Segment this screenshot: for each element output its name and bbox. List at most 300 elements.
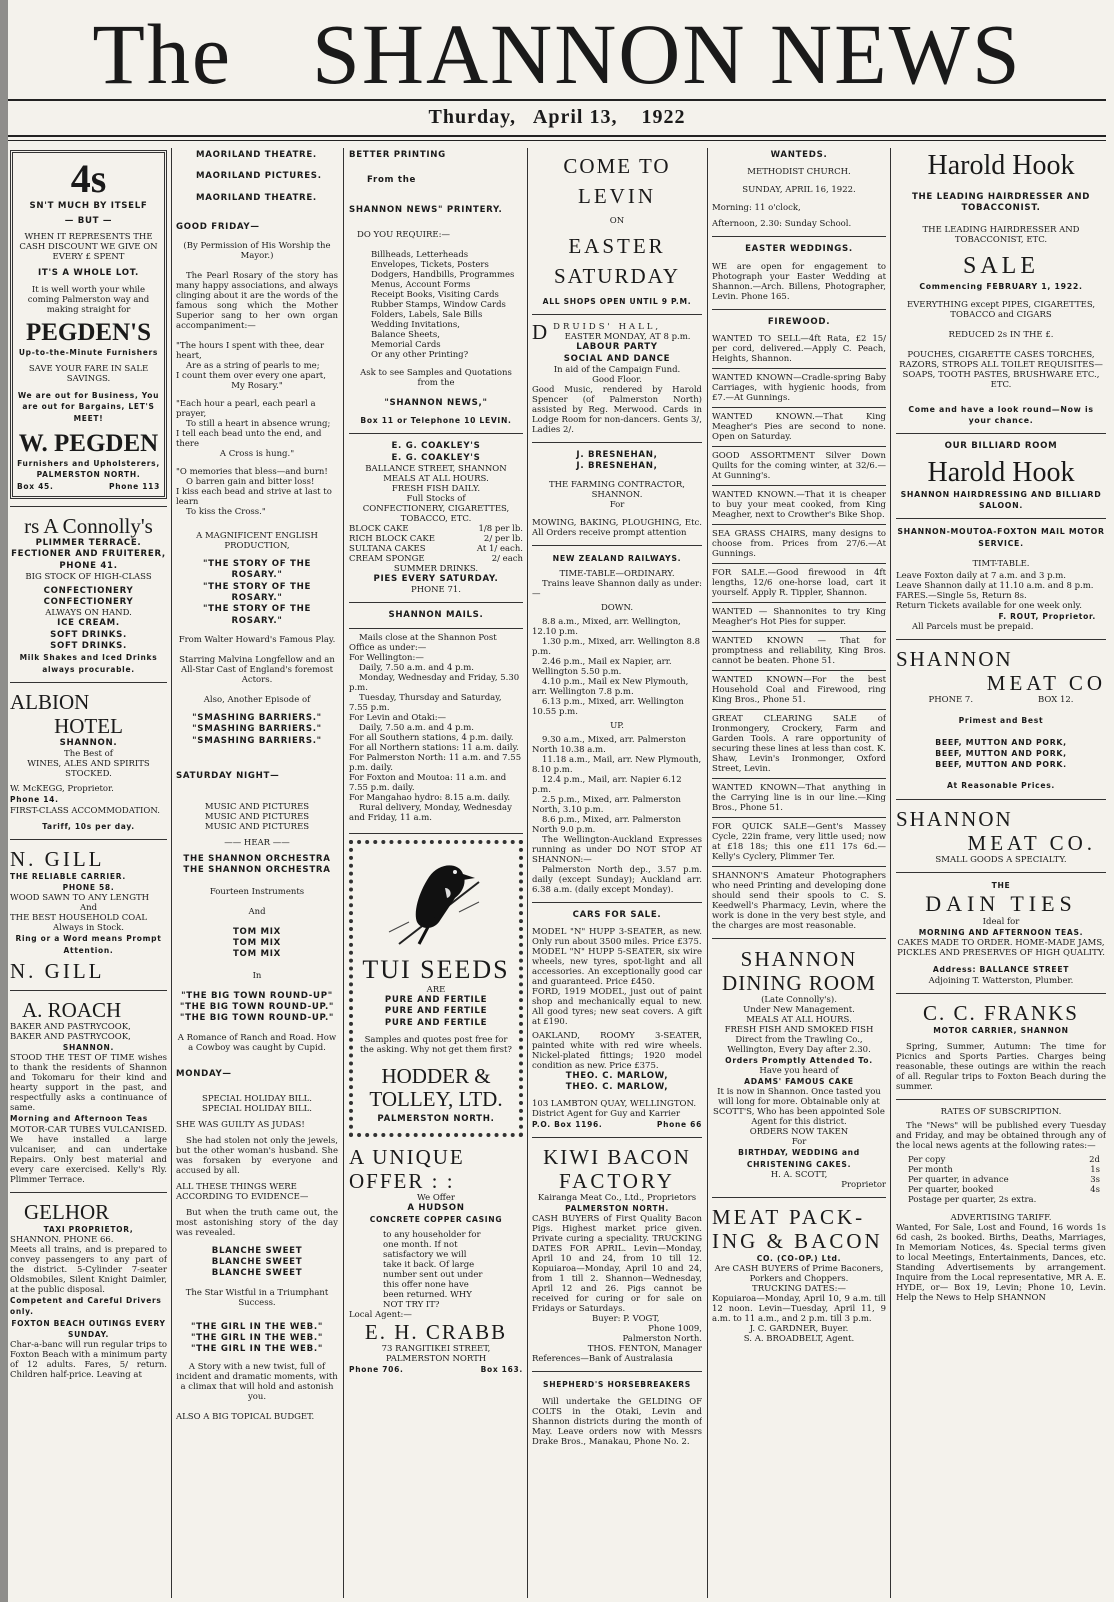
separator <box>712 817 886 818</box>
title-main: SHANNON NEWS <box>312 6 1022 102</box>
wanted-ad: WANTED — Shannonites to try King Meagher's Hot Pies for supper. <box>712 606 886 627</box>
albion-line: WINES, ALES AND SPIRITS STOCKED. <box>27 759 150 780</box>
orchestra: THE SHANNON ORCHESTRA <box>183 854 331 865</box>
hear: —— HEAR —— <box>224 838 290 849</box>
train-line: 2.5 p.m., Mixed, arr. Palmerston North, 3.10 p.m. <box>532 794 681 815</box>
dining-for: For <box>791 1137 807 1148</box>
pegden-box: Box 45. <box>17 481 54 491</box>
web: "THE GIRL IN THE WEB." <box>190 1333 324 1344</box>
marlow: THEO. C. MARLOW, <box>565 1071 669 1082</box>
billiard: OUR BILLIARD ROOM <box>944 441 1058 452</box>
poem <box>176 341 338 517</box>
wanted-ad: SEA GRASS CHAIRS, many designs to choose from. Prices from 27/6.—At Gunnings. <box>712 528 886 559</box>
adv-head: ADVERTISING TARIFF. <box>950 1212 1052 1223</box>
coakley-line: CONFECTIONERY, CIGARETTES, TOBACCO, ETC. <box>362 504 510 525</box>
pegden-price: 4s <box>70 156 107 201</box>
tom-mix: TOM MIX <box>233 926 281 937</box>
kiwi-buyer: Buyer: P. VOGT, <box>592 1314 660 1325</box>
sale-except: EVERYTHING except PIPES, CIGARETTES, TOBACCO and CIGARS <box>906 299 1096 320</box>
printing-head: BETTER PRINTING <box>349 150 446 160</box>
roach-text: STOOD THE TEST OF TIME wishes to thank the residents of Shannon and Tokomaru for their kind and hearty support in the past, and respectfully asks a continuance of same. <box>10 1053 167 1114</box>
masthead-rule-thin <box>8 140 1106 141</box>
offer-text: to any householder for one month. If not satisfactory we will take it back. Of large number sent out under this offer none have been returned. WHY NOT TRY IT? <box>383 1229 483 1310</box>
rates-head: RATES OF SUBSCRIPTION. <box>940 1106 1062 1117</box>
blanche: BLANCHE SWEET <box>211 1257 303 1268</box>
gill-line: Ring or a Word means Prompt Attention. <box>15 934 162 955</box>
mail-line: FARES.—Single 5s, Return 8s. <box>896 590 1027 601</box>
albion-line: Tariff, 10s per day. <box>42 821 135 831</box>
require-item: Envelopes, Tickets, Posters <box>371 259 489 270</box>
separator <box>896 518 1106 519</box>
rate-row <box>908 1185 1100 1195</box>
mail-line: Daily, 7.50 a.m. and 4 p.m. <box>359 662 474 673</box>
barriers: "SMASHING BARRIERS." <box>192 735 322 746</box>
smc-meat: BEEF, MUTTON AND PORK, <box>935 737 1067 747</box>
coakley-line: Full Stocks of <box>406 494 466 505</box>
separator <box>896 639 1106 640</box>
require-item: Menus, Account Forms <box>371 279 471 290</box>
wanted-head: WANTEDS. <box>770 150 828 160</box>
fourteen: Fourteen Instruments <box>209 886 305 897</box>
wanted-ad: FOR QUICK SALE—Gent's Massey Cycle, 22in frame, very little used; now at £18 18s; this one £11 17s 6d.—Kelly's Cyclery, Plimmer Ter. <box>712 821 886 862</box>
connolly-ad <box>10 514 167 675</box>
theatre-line: MAORILAND THEATRE. <box>196 192 317 203</box>
smc2-name: SHANNON <box>896 806 1013 831</box>
wanted-ad: WANTED KNOWN.—That King Meagher's Pies are second to none. Open on Saturday. <box>712 411 886 442</box>
druids-line: In aid of the Campaign Fund. <box>553 364 681 375</box>
separator <box>896 1099 1106 1100</box>
rate-price: 3s <box>1090 1174 1100 1185</box>
separator <box>349 833 523 834</box>
farming: THE FARMING CONTRACTOR, SHANNON. <box>548 480 686 501</box>
separator <box>532 545 702 546</box>
mail-line: Tuesday, Thursday and Saturday, 7.55 p.m. <box>349 692 502 713</box>
pegden-name: PEGDEN'S <box>25 318 152 346</box>
column-divider <box>171 148 172 1598</box>
date-year: 1922 <box>641 106 686 128</box>
require: DO YOU REQUIRE:— <box>357 229 450 240</box>
tui-samples: Samples and quotes post free for the asking. Why not get them first? <box>359 1034 512 1055</box>
gill-line: THE RELIABLE CARRIER. <box>10 871 126 881</box>
mail-line: Rural delivery, Monday, Wednesday and Friday, 11 a.m. <box>349 802 512 823</box>
dining-line: MEALS AT ALL HOURS. <box>746 1014 852 1025</box>
bresnehan: J. BRESNEHAN, <box>576 449 658 460</box>
easter: EASTER <box>568 234 666 258</box>
druids-ad <box>532 322 702 435</box>
connolly-item: CONFECTIONERY <box>43 585 134 596</box>
hook-line: THE LEADING HAIRDRESSER AND TOBACCONIST, ETC. <box>922 224 1080 245</box>
rosary-text: The Pearl Rosary of the story has many happy associations, and always clinging about it are the words of the famous song which the Mother Superior sang to her own organ accompaniment:— <box>176 271 338 332</box>
kiwi-buyer-phone: Phone 1009, <box>648 1324 702 1335</box>
smc-name: SHANNON <box>896 647 1013 672</box>
rate-row <box>908 1165 1100 1175</box>
smc-primest: Primest and Best <box>958 716 1044 726</box>
separator <box>10 506 167 507</box>
car-item: OAKLAND, ROOMY 3-SEATER, painted white with red wire wheels. Nickel-plated fittings; 1920 model condition as new. Price £375. <box>532 1031 702 1072</box>
hodder-place: PALMERSTON NORTH. <box>377 1113 495 1124</box>
smc-meat: BEEF, MUTTON AND PORK, <box>935 748 1067 758</box>
printing-from: From the <box>367 175 417 186</box>
separator <box>896 799 1106 800</box>
mail-rout: F. ROUT, Proprietor. <box>998 611 1096 621</box>
pegden-line: It is well worth your while coming Palmerston way and making straight for <box>27 284 150 315</box>
separator <box>712 938 886 939</box>
music-line: MUSIC AND PICTURES <box>204 802 310 813</box>
separator <box>10 839 167 840</box>
wanted-ad: GREAT CLEARING SALE of Ironmongery, Crockery, Farm and Garden Tools. A rare opportunity of securing these lines at less than cost. K. Shaw, Levin's Ironmonger, Oxford Street, Levin. <box>712 713 886 774</box>
mail-line: For Palmerston North: 11 a.m. and 7.55 p.m. daily. <box>349 752 522 773</box>
poem-line: "Each hour a pearl, each pearl a prayer, <box>176 399 316 420</box>
tom-mix: TOM MIX <box>233 949 281 960</box>
masthead-rule-top <box>8 99 1106 101</box>
masthead-rule-bottom <box>8 135 1106 137</box>
unique-offer: A UNIQUE OFFER : : <box>349 1145 465 1194</box>
separator <box>532 1137 702 1138</box>
gill-line: Always in Stock. <box>53 923 124 934</box>
cake-price: 2/ each <box>491 554 523 565</box>
separator <box>896 993 1106 994</box>
separator <box>712 309 886 310</box>
newspaper-title <box>0 6 1114 102</box>
roach-ad <box>10 998 167 1185</box>
mail-line: For Levin and Otaki:— <box>349 712 447 723</box>
wanted-ad: WANTED KNOWN — That for promptness and reliability, King Bros. cannot be beaten. Phone 51. <box>712 635 886 666</box>
tui-seeds-ad <box>349 840 523 1137</box>
sale-items: POUCHES, CIGARETTE CASES TORCHES, RAZORS, STROPS ALL TOILET REQUISITES— SOAPS, TOOTH PASTES, BRUSHWARE ETC., ETC. <box>899 349 1103 390</box>
wanted-list <box>712 334 886 931</box>
marlow-box: P.O. Box 1196. <box>532 1119 603 1129</box>
connolly-item: CONFECTIONERY <box>43 597 134 608</box>
column-6 <box>896 150 1106 1595</box>
mail-line: Monday, Wednesday and Friday, 5.30 p.m. <box>349 672 520 693</box>
web: "THE GIRL IN THE WEB." <box>190 1321 324 1332</box>
column-4 <box>532 150 702 1595</box>
separator <box>896 872 1106 873</box>
special: SPECIAL HOLIDAY BILL. <box>202 1093 312 1104</box>
separator <box>712 866 886 867</box>
gill-ad <box>10 847 167 983</box>
rate-row <box>908 1195 1100 1205</box>
hodder-name: HODDER & TOLLEY, LTD. <box>369 1063 503 1111</box>
druids-line: Good Floor. <box>592 374 642 385</box>
poem-line: Are as a string of pearls to me; <box>186 361 320 372</box>
roundup: "THE BIG TOWN ROUND-UP." <box>179 1001 335 1012</box>
masthead <box>0 0 1114 128</box>
poem-line: A Cross is hung." <box>219 449 295 460</box>
bresnehan: J. BRESNEHAN, <box>576 461 658 472</box>
crabb-addr: 73 RANGITIKEI STREET, PALMERSTON NORTH <box>381 1343 491 1364</box>
albion-line: Phone 14. <box>10 795 59 805</box>
roach-line: SHANNON. <box>62 1043 115 1053</box>
cake-row <box>349 544 523 554</box>
require-item: Balance Sheets, <box>371 329 440 340</box>
also: Also, Another Episode of <box>203 694 311 705</box>
poem-line: O barren gain and bitter loss! <box>186 477 315 488</box>
roach-name: A. ROACH <box>22 998 122 1023</box>
rate-price: 2d <box>1089 1154 1100 1165</box>
adv-text: Wanted, For Sale, Lost and Found, 16 words 1s 6d cash, 2s booked. Births, Deaths, Marriages, In Memoriam Notices, 4s. Special terms given to local Meetings, Entertainments, Dances, etc. Standing Advertisements by arrangement. Inquire from the Local representative, MR A. E. HYDE, or— Box 19, Levin; Phone 10, Levin. Help the News to Help SHANNON <box>896 1222 1106 1303</box>
smc-phone: PHONE 7. <box>928 695 974 706</box>
poem-line: My Rosary." <box>231 381 283 392</box>
gill-line: And <box>79 903 98 914</box>
column-divider <box>343 148 344 1598</box>
shops-open: ALL SHOPS OPEN UNTIL 9 P.M. <box>542 297 692 306</box>
albion-name: HOTEL <box>54 713 123 738</box>
saturday: SATURDAY <box>553 264 681 288</box>
connolly-line: BIG STOCK OF HIGH-CLASS <box>25 571 152 582</box>
cake-price: 2/ per lb. <box>483 534 523 545</box>
coakley-phone: PHONE 71. <box>411 585 461 596</box>
mail-timetable: TIMT-TABLE. <box>972 558 1030 569</box>
druids-text: Good Music, rendered by Harold Spencer (of Palmerston North) assisted by Reg. Merwood. Cards in Lodge Room for non-dancers. Gents 3/, Ladies 2/. <box>532 384 702 435</box>
smc-prices: At Reasonable Prices. <box>946 781 1056 791</box>
column-1 <box>10 150 167 1595</box>
poem-line: I kiss each bead and strive at last to learn <box>176 487 332 508</box>
rate-label: Per quarter, in advance <box>908 1174 1009 1185</box>
column-divider <box>890 148 891 1598</box>
orchestra: THE SHANNON ORCHESTRA <box>183 865 331 876</box>
druids-head-text: DRUIDS' HALL, <box>553 322 662 333</box>
require-item: Dodgers, Handbills, Programmes <box>371 269 515 280</box>
separator <box>712 446 886 447</box>
rates-text: The "News" will be published every Tuesday and Friday, and may be obtained through any of the local news agents at the following rates:— <box>896 1120 1106 1151</box>
pegden-phone: Phone 113 <box>109 481 160 491</box>
meat-name: MEAT PACK- <box>712 1205 866 1230</box>
roach-line: BAKER AND PASTRYCOOK, <box>10 1022 131 1033</box>
local-agent: Local Agent:— <box>349 1309 412 1320</box>
train-line: 11.18 a.m., Mail, arr. New Plymouth, 8.10 p.m. <box>532 754 702 775</box>
gill-line: WOOD SAWN TO ANY LENGTH <box>10 893 150 904</box>
separator <box>712 407 886 408</box>
news-box: Box 11 or Telephone 10 LEVIN. <box>360 416 512 426</box>
poem-line: To kiss the Cross." <box>186 507 266 518</box>
meat-dates: Kopuiaroa—Monday, April 10, 9 a.m. till 12 noon. Levin—Tuesday, April 11, 9 a.m. to 11 a.m., and 2 p.m. till 3 p.m. <box>712 1294 886 1325</box>
crabb-ad <box>349 1145 523 1375</box>
dain-lines: CAKES MADE TO ORDER. HOME-MADE JAMS, PICKLES AND PRESERVES OF HIGH QUALITY. <box>897 938 1105 959</box>
connolly-line: FECTIONER AND FRUITERER, <box>11 549 166 560</box>
train-line: 12.4 p.m., Mail, arr. Napier 6.12 p.m. <box>532 774 682 795</box>
separator <box>10 990 167 991</box>
mail-line: For all Northern stations: 11 a.m. daily. <box>349 742 519 753</box>
crabb-phone: Phone 706. <box>349 1364 404 1374</box>
rate-label: Postage per quarter, 2s extra. <box>908 1194 1037 1205</box>
weddings: WE are open for engagement to Photograph your Easter Wedding at Shannon.—Arch. Billens, Photographer, Levin. Phone 165. <box>712 261 886 302</box>
come-to: COME TO <box>563 154 671 178</box>
column-2 <box>176 150 338 1595</box>
date-day: Thurday, <box>428 106 516 128</box>
down-list <box>532 617 702 717</box>
separator <box>349 628 523 629</box>
cake-price: At 1/ each. <box>476 544 523 555</box>
pegden-slogan: We are out for Business, You are out for Bargains, LET'S MEET! <box>17 391 160 423</box>
kiwi-buyer-place: Palmerston North. <box>622 1334 702 1345</box>
offer-line: We Offer <box>417 1193 455 1204</box>
gelhor-outings: FOXTON BEACH OUTINGS EVERY SUNDAY. <box>11 1318 166 1339</box>
dining-orders: Orders Promptly Attended To. <box>725 1055 873 1065</box>
train-line: 8.6 p.m., Mixed, arr. Palmerston North 9.0 p.m. <box>532 814 681 835</box>
separator <box>712 236 886 237</box>
levin: LEVIN <box>578 184 656 208</box>
require-item: Or any other Printing? <box>371 349 469 360</box>
in-text: In <box>252 970 262 981</box>
coakley: E. G. COAKLEY'S <box>391 452 481 463</box>
gelhor-charabanc: Char-a-banc will run regular trips to Foxton Beach with a minimum party of 12 adults. Fares, 5/ return. Children half-price. Leaving at <box>10 1340 167 1381</box>
judas: SHE WAS GUILTY AS JUDAS! <box>176 1119 305 1130</box>
albion-name: ALBION <box>10 689 90 714</box>
meat-co: CO. (CO-OP.) Ltd. <box>756 1254 842 1264</box>
pegden-sign: W. PEGDEN <box>18 430 159 458</box>
offer-line: CONCRETE COPPER CASING <box>369 1215 503 1225</box>
for-text: For <box>609 500 625 511</box>
dining-cakes: BIRTHDAY, WEDDING and CHRISTENING CAKES. <box>738 1148 860 1169</box>
gill-sign: N. GILL <box>10 959 105 984</box>
column-divider <box>707 148 708 1598</box>
printing-name: SHANNON NEWS" PRINTERY. <box>349 204 503 215</box>
dining-prop: Proprietor <box>841 1180 886 1191</box>
trains: Trains leave Shannon daily as under:— <box>532 578 702 599</box>
tom-mix: TOM MIX <box>233 938 281 949</box>
rate-row <box>908 1175 1100 1185</box>
express-lines: Palmerston North dep., 3.57 p.m. daily (except Sunday); Auckland arr. 6.38 a.m. (daily except Monday). <box>532 864 702 895</box>
pegden-save: SAVE YOUR FARE IN SALE SAVINGS. <box>28 364 149 385</box>
howard: From Walter Howard's Famous Play. <box>178 634 336 645</box>
the: THE <box>991 880 1011 890</box>
dain-ideal: Ideal for <box>982 917 1020 928</box>
separator <box>10 1192 167 1193</box>
morning: Morning: 11 o'clock, <box>712 203 801 214</box>
dining-line: Direct from the Trawling Co., Wellington, Every Day after 2.30. <box>727 1034 871 1055</box>
albion-line: SHANNON. <box>59 737 118 748</box>
marlow-contact <box>532 1119 702 1130</box>
albion-line: The Best of <box>64 749 113 760</box>
starring: Starring Malvina Longfellow and an All-Star Cast of England's foremost Actors. <box>179 654 335 685</box>
wanted-ad: SHANNON'S Amateur Photographers who need Printing and developing done should send their spools to C. S. Keedwell's Pharmacy, Levin, where the work is done in the very best style, and the charges are most reasonable. <box>712 870 886 931</box>
cake-item: BLOCK CAKE <box>349 524 409 535</box>
kiwi-text: CASH BUYERS of First Quality Bacon Pigs. Highest market price given. Private curing a speciality. TRUCKING DATES FOR APRIL. Levin—Monday, April 10 and 24, from 10 till 12. Kopuiaroa—Monday, April 10 and 24, from 1 till 2. Shannon—Wednesday, April 12 and 26. Pigs cannot be received for curing or for sale on Fridays or Saturdays. <box>532 1214 702 1315</box>
permission: (By Permission of His Worship the Mayor.) <box>183 241 331 262</box>
rate-label: Per quarter, booked <box>908 1184 994 1195</box>
mails-list <box>349 633 523 823</box>
require-list <box>349 250 523 360</box>
mail-line: Return Tickets available for one week only. <box>896 600 1082 611</box>
theatre-header <box>176 150 338 204</box>
separator <box>712 1197 886 1198</box>
connolly-item: SOFT DRINKS. <box>50 629 127 640</box>
meat-name: ING & BACON <box>712 1229 883 1254</box>
separator <box>532 442 702 443</box>
topical: ALSO A BIG TOPICAL BUDGET. <box>176 1411 315 1422</box>
column-5 <box>712 150 886 1595</box>
hear-text: HEAR <box>243 838 271 849</box>
tui-pure: PURE AND FERTILE <box>384 1017 488 1028</box>
poem-line: I tell each bead unto the end, and there <box>176 429 322 450</box>
dainties: DAIN TIES <box>925 891 1077 917</box>
methodist: METHODIST CHURCH. <box>747 167 851 178</box>
hook-line: THE LEADING HAIRDRESSER AND TOBACCONIST. <box>911 192 1091 214</box>
dining-text: It is now in Shannon. Once tasted you will long for more. Obtainable only at SCOTT'S, Who has been appointed Sole Agent for this district. <box>713 1087 885 1128</box>
meat-agent: S. A. BROADBELT, Agent. <box>743 1334 855 1345</box>
wanted-ad: WANTED TO SELL—4ft Rata, £2 15/ per cord, delivered.—Apply C. Peach, Heights, Shannon. <box>712 333 886 364</box>
monday-head: MONDAY— <box>176 1068 232 1079</box>
blanche: BLANCHE SWEET <box>211 1245 303 1256</box>
ask: Ask to see Samples and Quotations from the <box>360 367 512 388</box>
coakley-line: MEALS AT ALL HOURS. <box>383 474 489 485</box>
connolly-item: Milk Shakes and Iced Drinks always procurable. <box>19 653 158 674</box>
sale-commencing: Commencing FEBRUARY 1, 1922. <box>919 281 1083 291</box>
dining-orders2: ORDERS NOW TAKEN <box>749 1127 849 1138</box>
franks-sub: MOTOR CARRIER, SHANNON <box>933 1025 1069 1035</box>
cake-item: SULTANA CAKES <box>349 544 426 555</box>
kiwi-manager: THOS. FENTON, Manager <box>587 1344 702 1355</box>
rate-price: 4s <box>1090 1184 1100 1195</box>
column-3 <box>349 150 523 1595</box>
up: UP. <box>610 720 624 731</box>
gelhor-ad <box>10 1200 167 1380</box>
column-divider <box>527 148 528 1598</box>
railway-head: NEW ZEALAND RAILWAYS. <box>552 554 682 564</box>
mail-line: Daily, 7.50 a.m. and 4 p.m. <box>359 722 474 733</box>
train-line: 9.30 a.m., Mixed, arr. Palmerston North 10.38 a.m. <box>532 734 686 755</box>
pies: PIES EVERY SATURDAY. <box>373 574 499 585</box>
separator <box>712 602 886 603</box>
separator <box>349 602 523 603</box>
title-the: The <box>92 6 233 102</box>
theatre-line: MAORILAND PICTURES. <box>196 171 322 182</box>
romance: A Romance of Ranch and Road. How a Cowboy was caught by Cupid. <box>177 1032 337 1053</box>
coakley: E. G. COAKLEY'S <box>391 441 481 452</box>
mowing: MOWING, BAKING, PLOUGHING, Etc. All Orders receive prompt attention <box>532 518 702 539</box>
rates-list <box>896 1155 1106 1205</box>
dining-line: (Late Connolly's). <box>761 994 837 1005</box>
judas-text: She had stolen not only the jewels, but the other woman's husband. She was forsaken by everyone and accused by all. <box>176 1135 338 1176</box>
car-item: MODEL "N" HUPP 5-SEATER, six wire wheels, new tyres, spot-light and all accessories. An exceptionally good car and guaranteed. Price £450. <box>532 947 702 988</box>
separator <box>712 524 886 525</box>
dining-cake: ADAMS' FAMOUS CAKE <box>744 1077 854 1087</box>
roach-tubes: MOTOR-CAR TUBES VULCANISED. We have installed a large vulcaniser, and can undertake Repairs. Only best material and every care exercised. Kelly's Rly. Plimmer Terrace. <box>10 1124 167 1185</box>
evidence: ALL THESE THINGS WERE ACCORDING TO EVIDENCE— <box>176 1181 309 1202</box>
pegden-line: IT'S A WHOLE LOT. <box>37 267 140 278</box>
connolly-item: ICE CREAM. <box>57 618 120 629</box>
mail-parcels: All Parcels must be prepaid. <box>912 622 1034 633</box>
mail-line: For Foxton and Moutoa: 11 a.m. and 7.55 p.m. daily. <box>349 772 507 793</box>
gelhor-drivers: Competent and Careful Drivers only. <box>10 1295 162 1317</box>
rosary-title: "THE STORY OF THE ROSARY." <box>202 559 312 581</box>
train-line: 2.46 p.m., Mail ex Napier, arr. Wellington 5.50 p.m. <box>532 656 672 677</box>
separator <box>712 563 886 564</box>
roach-line: BAKER AND PASTRYCOOK, <box>10 1032 131 1043</box>
separator <box>896 433 1106 434</box>
franks-text: Spring, Summer, Autumn: The time for Picnics and Sports Parties. Charges being reasonable, these outings are within the reach of all. Regular trips to Foxton Beach during the summer. <box>896 1041 1106 1092</box>
marlow-addr: 103 LAMBTON QUAY, WELLINGTON. District Agent for Guy and Karrier <box>532 1098 697 1119</box>
roundup: "THE BIG TOWN ROUND-UP." <box>179 1013 335 1024</box>
mail-line: For all Southern stations, 4 p.m. daily. <box>349 732 514 743</box>
require-item: Wedding Invitations, <box>371 319 460 330</box>
dining-name: SHANNON <box>740 946 858 971</box>
gelhor-name: GELHOR <box>24 1199 110 1224</box>
train-line: 8.8 a.m., Mixed, arr. Wellington, 12.10 p.m. <box>532 616 681 637</box>
news-name: "SHANNON NEWS," <box>384 397 488 408</box>
albion-line: FIRST-CLASS ACCOMMODATION. <box>10 805 160 816</box>
connolly-name: rs A Connolly's <box>24 513 153 538</box>
up-list <box>532 735 702 835</box>
connolly-line: PHONE 41. <box>59 560 118 571</box>
require-item: Receipt Books, Visiting Cards <box>371 289 499 300</box>
poem-line: To still a heart in absence wrung; <box>186 419 331 430</box>
roach-teas: Morning and Afternoon Teas <box>10 1114 148 1124</box>
train-line: 1.30 p.m., Mixed, arr. Wellington 8.8 p.m. <box>532 636 701 657</box>
separator <box>712 368 886 369</box>
mail-head: SHANNON-MOUTOA-FOXTON MAIL MOTOR SERVICE. <box>897 527 1105 548</box>
